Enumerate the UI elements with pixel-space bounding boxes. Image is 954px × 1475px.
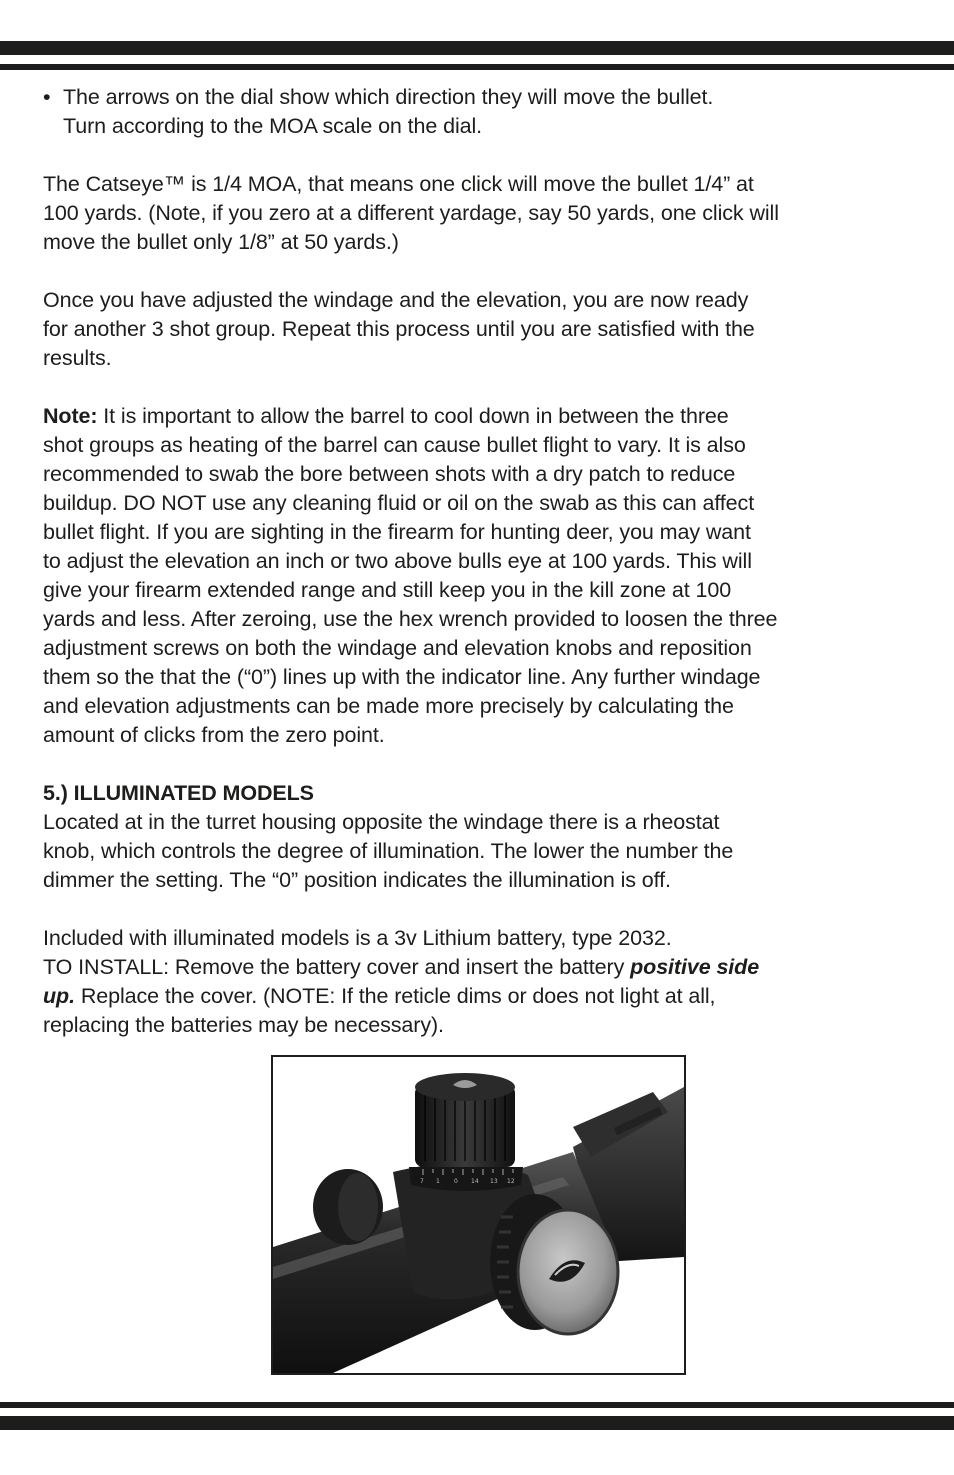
- moa-paragraph: [43, 170, 923, 257]
- scale-label: 12: [507, 1178, 515, 1185]
- scale-label: 1: [436, 1178, 440, 1185]
- install-emphasis: up.: [43, 984, 75, 1008]
- paragraph-line: Located at in the turret housing opposite the windage there is a rheostat: [43, 810, 720, 834]
- paragraph-line: them so the that the (“0”) lines up with the indicator line. Any further windage: [43, 665, 761, 689]
- paragraph-line: yards and less. After zeroing, use the hex wrench provided to loosen the three: [43, 607, 778, 631]
- scale-label: 0: [454, 1178, 458, 1185]
- paragraph-line: 100 yards. (Note, if you zero at a different yardage, say 50 yards, one click will: [43, 201, 779, 225]
- paragraph-line: [43, 402, 923, 431]
- paragraph-line: Once you have adjusted the windage and the elevation, you are now ready: [43, 288, 749, 312]
- paragraph-line: move the bullet only 1/8” at 50 yards.): [43, 230, 399, 254]
- page-body: [43, 83, 923, 1069]
- dial-scale-band: [409, 1167, 523, 1191]
- bullet-item: [43, 83, 923, 141]
- top-rule-thick: [0, 41, 954, 55]
- adjust-paragraph: [43, 286, 923, 373]
- scope-illustration: [273, 1057, 684, 1373]
- paragraph-line: to adjust the elevation an inch or two above bulls eye at 100 yards. This will: [43, 549, 752, 573]
- install-text: TO INSTALL: Remove the battery cover and insert the battery: [43, 955, 631, 979]
- paragraph-line: knob, which controls the degree of illumination. The lower the number the: [43, 839, 734, 863]
- paragraph-line: The Catseye™ is 1/4 MOA, that means one click will move the bullet 1/4” at: [43, 172, 754, 196]
- bottom-rule-thin: [0, 1402, 954, 1408]
- paragraph-line: Included with illuminated models is a 3v Lithium battery, type 2032.: [43, 926, 672, 950]
- paragraph-line: [43, 982, 923, 1011]
- bottom-rule-thick: [0, 1416, 954, 1430]
- paragraph-line: results.: [43, 346, 112, 370]
- paragraph-line: buildup. DO NOT use any cleaning fluid or oil on the swab as this can affect: [43, 491, 755, 515]
- note-label: Note:: [43, 404, 98, 428]
- paragraph-line: for another 3 shot group. Repeat this process until you are satisfied with the: [43, 317, 755, 341]
- note-paragraph: [43, 402, 923, 750]
- paragraph-line: replacing the batteries may be necessary).: [43, 1013, 444, 1037]
- scope-turret-photo: [271, 1055, 686, 1375]
- scale-label: 13: [490, 1178, 498, 1185]
- note-text: It is important to allow the barrel to cool down in between the three: [97, 404, 729, 428]
- paragraph-line: and elevation adjustments can be made more precisely by calculating the: [43, 694, 734, 718]
- top-rule-thin: [0, 64, 954, 70]
- bullet-marker: •: [43, 85, 51, 109]
- paragraph-line: amount of clicks from the zero point.: [43, 723, 385, 747]
- illuminated-section: [43, 779, 923, 895]
- bullet-line: The arrows on the dial show which direction they will move the bullet.: [63, 85, 714, 109]
- install-emphasis: positive side: [630, 955, 760, 979]
- paragraph-line: [43, 953, 923, 982]
- section-heading: 5.) ILLUMINATED MODELS: [43, 781, 314, 805]
- install-text: Replace the cover. (NOTE: If the reticle dims or does not light at all,: [74, 984, 716, 1008]
- paragraph-line: adjustment screws on both the windage and elevation knobs and reposition: [43, 636, 752, 660]
- paragraph-line: give your firearm extended range and still keep you in the kill zone at 100: [43, 578, 732, 602]
- scale-label: 14: [471, 1178, 479, 1185]
- paragraph-line: shot groups as heating of the barrel can cause bullet flight to vary. It is also: [43, 433, 746, 457]
- scale-label: 7: [420, 1178, 424, 1185]
- paragraph-line: dimmer the setting. The “0” position indicates the illumination is off.: [43, 868, 671, 892]
- paragraph-line: bullet flight. If you are sighting in the firearm for hunting deer, you may want: [43, 520, 751, 544]
- bullet-line: Turn according to the MOA scale on the dial.: [63, 114, 483, 138]
- battery-paragraph: [43, 924, 923, 1040]
- saddle-ring-edge: [338, 1173, 378, 1241]
- paragraph-line: recommended to swab the bore between shots with a dry patch to reduce: [43, 462, 736, 486]
